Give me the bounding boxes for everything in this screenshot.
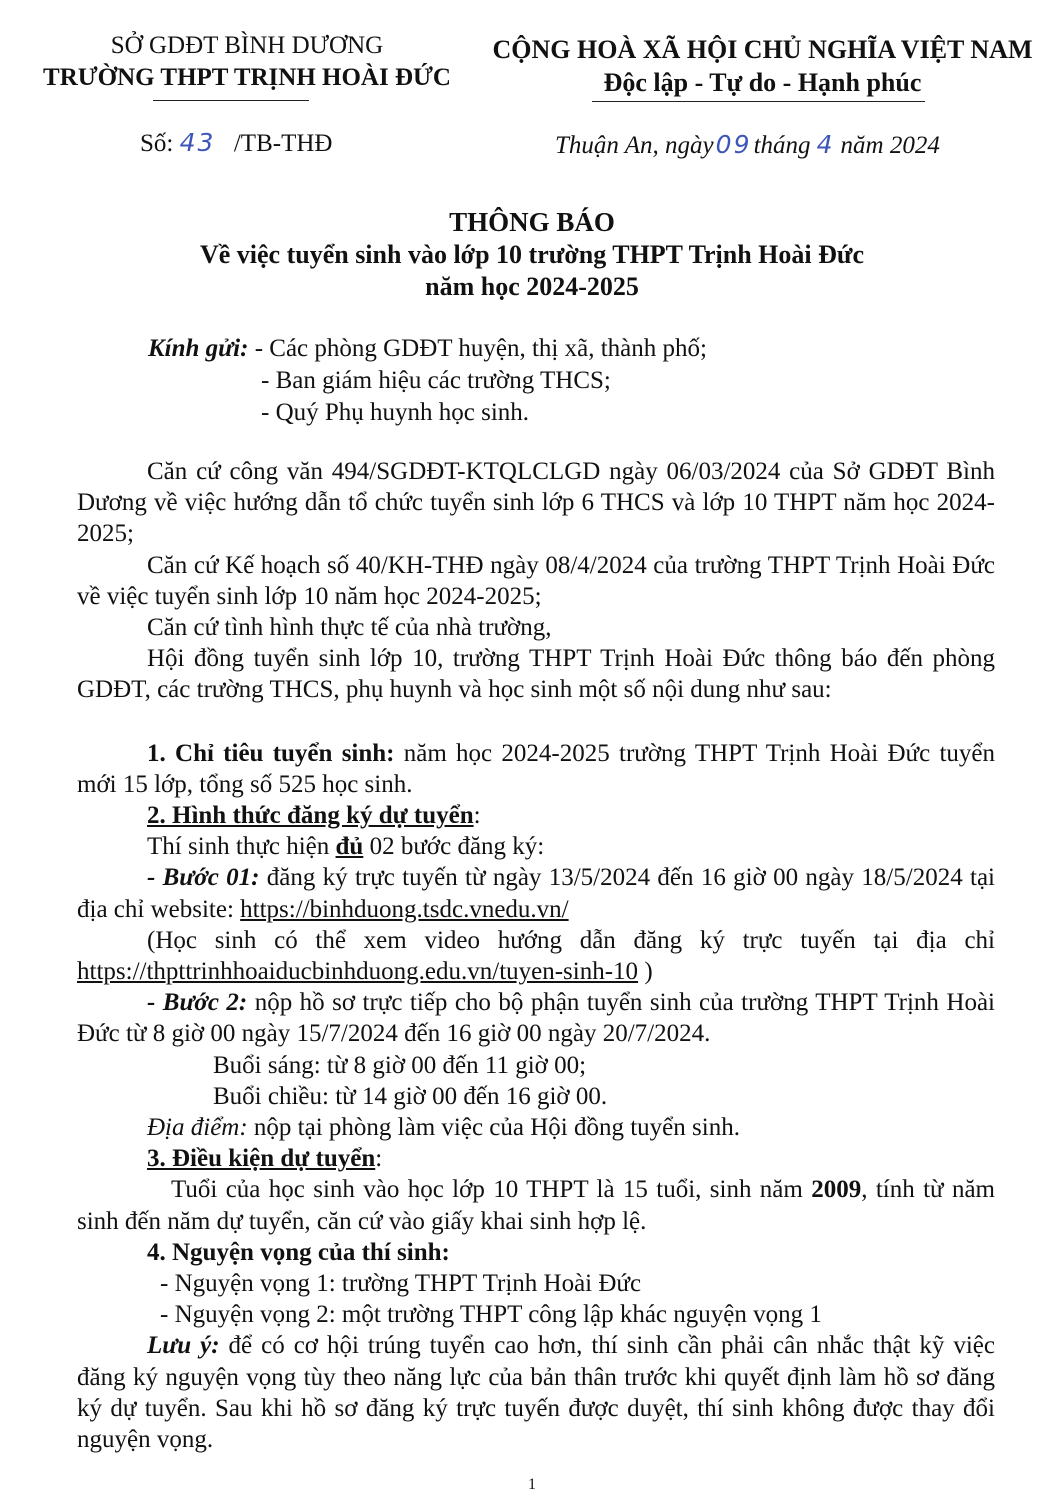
document-body xyxy=(77,456,995,1455)
section-registration xyxy=(77,800,995,831)
document-school-year: năm học 2024-2025 xyxy=(425,272,639,301)
number-suffix: /TB-THĐ xyxy=(233,130,333,157)
date-month-handwritten: 4 xyxy=(816,130,835,159)
number-prefix: Số: xyxy=(140,130,174,157)
date-month-label: tháng xyxy=(753,132,811,159)
intro-text: 02 bước đăng ký: xyxy=(363,833,545,861)
preference-1: - Nguyện vọng 1: trường THPT Trịnh Hoài Đức xyxy=(160,1270,642,1298)
section-heading: 2. Hình thức đăng ký dự tuyển xyxy=(147,802,474,830)
section-quota xyxy=(77,738,995,800)
step-text: nộp hồ sơ trực tiếp cho bộ phận tuyển sinh của trường THPT Trịnh Hoài Đức từ 8 giờ 00 ngày 15/7/2024 đến 16 giờ 00 ngày 20/7/2024. xyxy=(77,989,995,1048)
paragraph-legal-basis-2: Căn cứ Kế hoạch số 40/KH-THĐ ngày 08/4/2024 của trường THPT Trịnh Hoài Đức về việc tuyển sinh lớp 10 năm học 2024-2025; xyxy=(77,551,995,610)
recipient-item: - Quý Phụ huynh học sinh. xyxy=(261,399,530,426)
section-eligibility xyxy=(77,1143,995,1174)
document-date xyxy=(555,128,940,163)
afternoon-hours: Buổi chiều: từ 14 giờ 00 đến 16 giờ 00. xyxy=(213,1082,608,1110)
location-label: Địa điểm: xyxy=(147,1114,248,1142)
preference-2: - Nguyện vọng 2: một trường THPT công lập khác nguyện vọng 1 xyxy=(160,1301,822,1329)
org-school: TRƯỜNG THPT TRỊNH HOÀI ĐỨC xyxy=(43,64,451,91)
page-number: 1 xyxy=(528,1476,536,1493)
step-label: - Bước 2: xyxy=(147,989,248,1017)
section-heading: 4. Nguyện vọng của thí sinh: xyxy=(147,1238,450,1266)
intro-text: Thí sinh thực hiện xyxy=(147,833,336,861)
guide-video-link[interactable]: https://thpttrinhhoaiducbinhduong.edu.vn/tuyen-sinh-10 xyxy=(77,958,639,986)
step-label: - Bước 01: xyxy=(147,864,260,892)
note-text: (Học sinh có thể xem video hướng dẫn đăng ký trực tuyến tại địa chỉ xyxy=(147,926,995,954)
document-title: THÔNG BÁO xyxy=(449,207,615,237)
org-department: SỞ GDĐT BÌNH DƯƠNG xyxy=(110,32,384,59)
recipient-item: - Các phòng GDĐT huyện, thị xã, thành phố; xyxy=(254,335,707,362)
number-handwritten: 43 xyxy=(179,128,216,157)
recipients-label: Kính gửi: xyxy=(148,335,249,362)
recipient-line xyxy=(148,333,707,365)
morning-hours: Buổi sáng: từ 8 giờ 00 đến 11 giờ 00; xyxy=(213,1051,587,1079)
step-1-note xyxy=(77,925,995,987)
issuing-organization xyxy=(22,30,472,94)
intro-emphasis: đủ xyxy=(335,833,364,861)
paragraph-announcement: Hội đồng tuyển sinh lớp 10, trường THPT Trịnh Hoài Đức thông báo đến phòng GDĐT, các trường THCS, phụ huynh và học sinh một số nội dung như sau: xyxy=(77,645,995,704)
date-place: Thuận An, ngày xyxy=(555,132,714,159)
note-text: ) xyxy=(638,958,653,986)
step-2 xyxy=(77,987,995,1049)
section-heading: 3. Điều kiện dự tuyển xyxy=(147,1145,376,1173)
paragraph-legal-basis-3: Căn cứ tình hình thực tế của nhà trường, xyxy=(147,614,552,642)
date-year: năm 2024 xyxy=(840,132,940,159)
paragraph-legal-basis-1: Căn cứ công văn 494/SGDĐT-KTQLCLGD ngày 06/03/2024 của Sở GDĐT Bình Dương về việc hướng dẫn tổ chức tuyển sinh lớp 6 THCS và lớp 10 THPT năm học 2024-2025; xyxy=(77,458,995,548)
heading-colon: : xyxy=(375,1145,383,1173)
section-preferences xyxy=(77,1237,995,1268)
section-text: năm học 2024-2025 trường THPT Trịnh Hoài Đức tuyển mới 15 lớp, tổng số 525 học sinh. xyxy=(77,739,995,798)
note-text: để có cơ hội trúng tuyển cao hơn, thí sinh cần phải cân nhắc thật kỹ việc đăng ký nguyện vọng tùy theo năng lực của bản thân trước khi quyết định làm hồ sơ đăng ký dự tuyển. Sau khi hồ sơ đăng ký trực tuyến được duyệt, thí sinh không được thay đổi nguyện vọng. xyxy=(77,1332,995,1454)
document-subject: Về việc tuyển sinh vào lớp 10 trường THPT Trịnh Hoài Đức xyxy=(199,240,865,269)
date-day-handwritten: 09 xyxy=(715,130,752,159)
document-number xyxy=(140,126,332,161)
motto: Độc lập - Tự do - Hạnh phúc xyxy=(603,68,922,97)
note xyxy=(77,1330,995,1455)
note-label: Lưu ý: xyxy=(147,1332,220,1360)
step-1 xyxy=(77,862,995,924)
registration-intro xyxy=(77,831,995,862)
heading-colon: : xyxy=(473,802,481,830)
section-heading: 1. Chỉ tiêu tuyển sinh: xyxy=(147,739,395,767)
location xyxy=(77,1112,995,1143)
motto-underline xyxy=(592,101,925,102)
location-text: nộp tại phòng làm việc của Hội đồng tuyển sinh. xyxy=(247,1114,740,1142)
country-name: CỘNG HOÀ XÃ HỘI CHỦ NGHĨA VIỆT NAM xyxy=(492,35,1033,64)
org-underline xyxy=(153,100,309,101)
step-text: đăng ký trực tuyến từ ngày 13/5/2024 đến 16 giờ 00 ngày 18/5/2024 tại địa chỉ website: xyxy=(77,864,995,923)
eligibility-part: , tính từ năm sinh đến năm dự tuyển, căn cứ vào giấy khai sinh hợp lệ. xyxy=(77,1176,995,1235)
registration-link[interactable]: https://binhduong.tsdc.vnedu.vn/ xyxy=(240,895,569,923)
eligibility-text xyxy=(77,1174,995,1236)
birth-year: 2009 xyxy=(811,1176,862,1204)
recipient-item: - Ban giám hiệu các trường THCS; xyxy=(261,367,611,394)
spacer xyxy=(77,706,995,738)
national-motto xyxy=(470,33,1055,99)
eligibility-part: Tuổi của học sinh vào học lớp 10 THPT là 15 tuổi, sinh năm xyxy=(171,1176,812,1204)
